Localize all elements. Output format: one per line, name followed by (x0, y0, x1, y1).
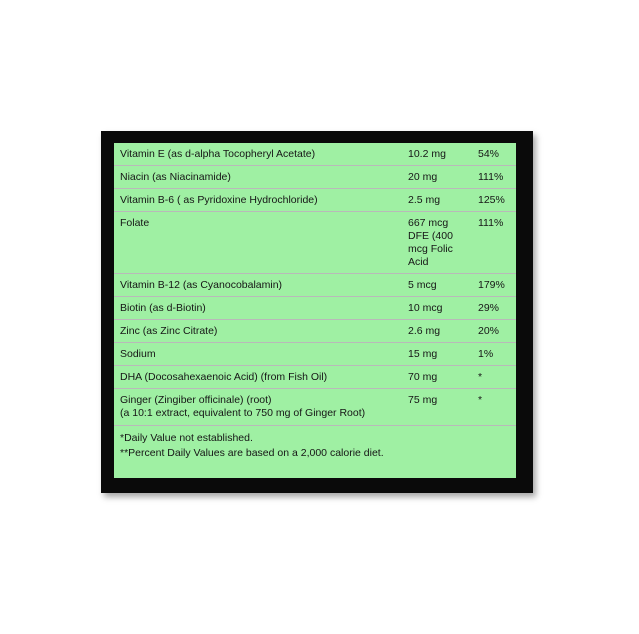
nutrient-name: Vitamin B-6 ( as Pyridoxine Hydrochloride) (114, 189, 402, 212)
nutrient-amount: 70 mg (402, 366, 472, 389)
nutrient-name (114, 389, 402, 426)
table-row (114, 366, 516, 389)
nutrient-amount: 2.6 mg (402, 320, 472, 343)
nutrient-amount: 75 mg (402, 389, 472, 426)
table-row (114, 212, 516, 274)
nutrient-amount: 20 mg (402, 166, 472, 189)
nutrient-daily-value: 29% (472, 297, 516, 320)
table-row (114, 343, 516, 366)
nutrient-name: Zinc (as Zinc Citrate) (114, 320, 402, 343)
table-row (114, 274, 516, 297)
nutrient-amount: 667 mcg DFE (400 mcg Folic Acid (402, 212, 472, 274)
nutrient-name: Niacin (as Niacinamide) (114, 166, 402, 189)
table-row (114, 189, 516, 212)
footnotes (114, 426, 516, 461)
table-row (114, 389, 516, 426)
table-row (114, 143, 516, 166)
nutrient-amount: 2.5 mg (402, 189, 472, 212)
nutrient-daily-value: 125% (472, 189, 516, 212)
nutrient-daily-value: * (472, 366, 516, 389)
nutrient-name: Vitamin E (as d-alpha Tocopheryl Acetate) (114, 143, 402, 166)
nutrient-daily-value: 1% (472, 343, 516, 366)
nutrient-daily-value: 111% (472, 212, 516, 274)
nutrient-daily-value: * (472, 389, 516, 426)
table-row (114, 297, 516, 320)
nutrient-name: DHA (Docosahexaenoic Acid) (from Fish Oil) (114, 366, 402, 389)
nutrient-daily-value: 111% (472, 166, 516, 189)
nutrient-name-line1: Ginger (Zingiber officinale) (root) (120, 394, 272, 406)
label-frame (101, 131, 533, 493)
nutrient-name: Vitamin B-12 (as Cyanocobalamin) (114, 274, 402, 297)
nutrient-name: Biotin (as d-Biotin) (114, 297, 402, 320)
nutrient-daily-value: 179% (472, 274, 516, 297)
nutrient-name: Sodium (114, 343, 402, 366)
footnote-daily-value: *Daily Value not established. (120, 432, 253, 444)
nutrient-amount: 10 mcg (402, 297, 472, 320)
table-row (114, 166, 516, 189)
nutrient-name: Folate (114, 212, 402, 274)
nutrient-amount: 10.2 mg (402, 143, 472, 166)
footnote-percent: **Percent Daily Values are based on a 2,000 calorie diet. (120, 447, 384, 459)
supplement-facts-panel (114, 143, 516, 478)
nutrient-amount: 15 mg (402, 343, 472, 366)
nutrient-daily-value: 54% (472, 143, 516, 166)
nutrient-table (114, 143, 516, 426)
nutrient-amount: 5 mcg (402, 274, 472, 297)
nutrient-name-line2: (a 10:1 extract, equivalent to 750 mg of Ginger Root) (120, 407, 366, 419)
table-row (114, 320, 516, 343)
nutrient-daily-value: 20% (472, 320, 516, 343)
